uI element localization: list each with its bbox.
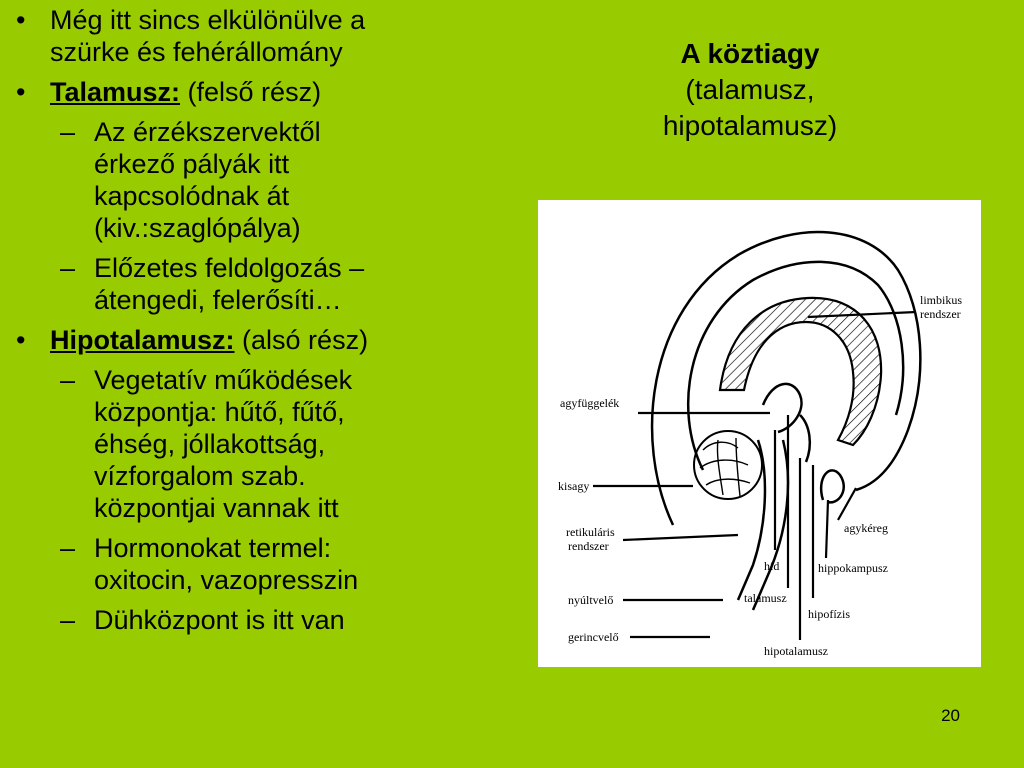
title-sub-line: (talamusz, [685,74,815,105]
label-hipofizis: hipofízis [808,607,850,621]
leader-hippokampusz [826,500,828,558]
sub-bullet-text: átengedi, felerősíti… [94,285,342,315]
sub-bullet-text: éhség, jóllakottság, [94,429,326,459]
dash-icon: – [60,533,76,563]
sub-bullet-item [12,604,512,636]
title-main: A köztiagy [680,38,820,69]
limbic-band [720,298,881,445]
label-nyultvelo: nyúltvelő [568,593,614,607]
label-limbikus: limbikus [920,293,963,307]
sub-bullet-text: Vegetatív működések [94,365,353,395]
dash-icon: – [60,253,76,283]
sub-bullet-text: központjai vannak itt [94,493,339,523]
brain-diagram [538,200,981,667]
dash-icon: – [60,605,76,635]
sub-bullet-item [12,532,512,596]
dash-icon: – [60,117,76,147]
dash-icon: – [60,365,76,395]
hippocampus [821,470,844,502]
label-talamusz: talamusz [744,591,787,605]
bullet-dot-icon: • [16,325,26,355]
bullet-item [12,4,512,68]
label-hipotalamusz: hipotalamusz [764,644,828,658]
hypothalamus-region [800,415,810,462]
sub-bullet-text: Az érzékszervektől [94,117,321,147]
sub-bullet-text: központja: hűtő, fűtő, [94,397,345,427]
label-limbikus-2: rendszer [920,307,961,321]
leader-retikularis [623,535,738,540]
leader-agykereg [838,488,856,520]
label-agyfuggelek: agyfüggelék [560,396,620,410]
slide-title [600,36,900,144]
page-number: 20 [941,706,960,725]
sub-bullet-text: Hormonokat termel: [94,533,332,563]
label-retikularis: retikuláris [566,525,615,539]
label-kisagy: kisagy [558,479,590,493]
brain-diagram-svg [538,200,981,667]
brainstem [738,440,788,610]
sub-bullet-item [12,252,512,316]
thalamus-region [763,384,801,432]
sub-bullet-text: kapcsolódnak át [94,181,290,211]
sub-bullet-text: oxitocin, vazopresszin [94,565,359,595]
sub-bullet-text: (kiv.:szaglópálya) [94,213,301,243]
bullet-dot-icon: • [16,5,26,35]
sub-bullet-text: érkező pályák itt [94,149,290,179]
sub-bullet-item [12,364,512,524]
bullet-item-talamusz [12,76,512,108]
sub-bullet-text: Előzetes feldolgozás – [94,253,365,283]
bullet-text: szürke és fehérállomány [50,37,343,67]
talamusz-rest: (felső rész) [180,77,322,107]
talamusz-label: Talamusz: [50,77,181,107]
bullet-item-hipotalamusz [12,324,512,356]
label-hippokampusz: hippokampusz [818,561,888,575]
bullet-text: Még itt sincs elkülönülve a [50,5,366,35]
label-gerincvelo: gerincvelő [568,630,619,644]
hipotalamusz-rest: (alsó rész) [234,325,369,355]
bullet-list [12,4,512,644]
title-sub-line: hipotalamusz) [662,110,838,141]
label-retikularis-2: rendszer [568,539,609,553]
hipotalamusz-label: Hipotalamusz: [50,325,235,355]
cerebellum-folds [700,438,750,496]
label-hid: híd [764,559,780,573]
sub-bullet-item [12,116,512,244]
bullet-dot-icon: • [16,77,26,107]
sub-bullet-text: vízforgalom szab. [94,461,306,491]
label-agykereg: agykéreg [844,521,888,535]
sub-bullet-text: Dühközpont is itt van [94,605,345,635]
